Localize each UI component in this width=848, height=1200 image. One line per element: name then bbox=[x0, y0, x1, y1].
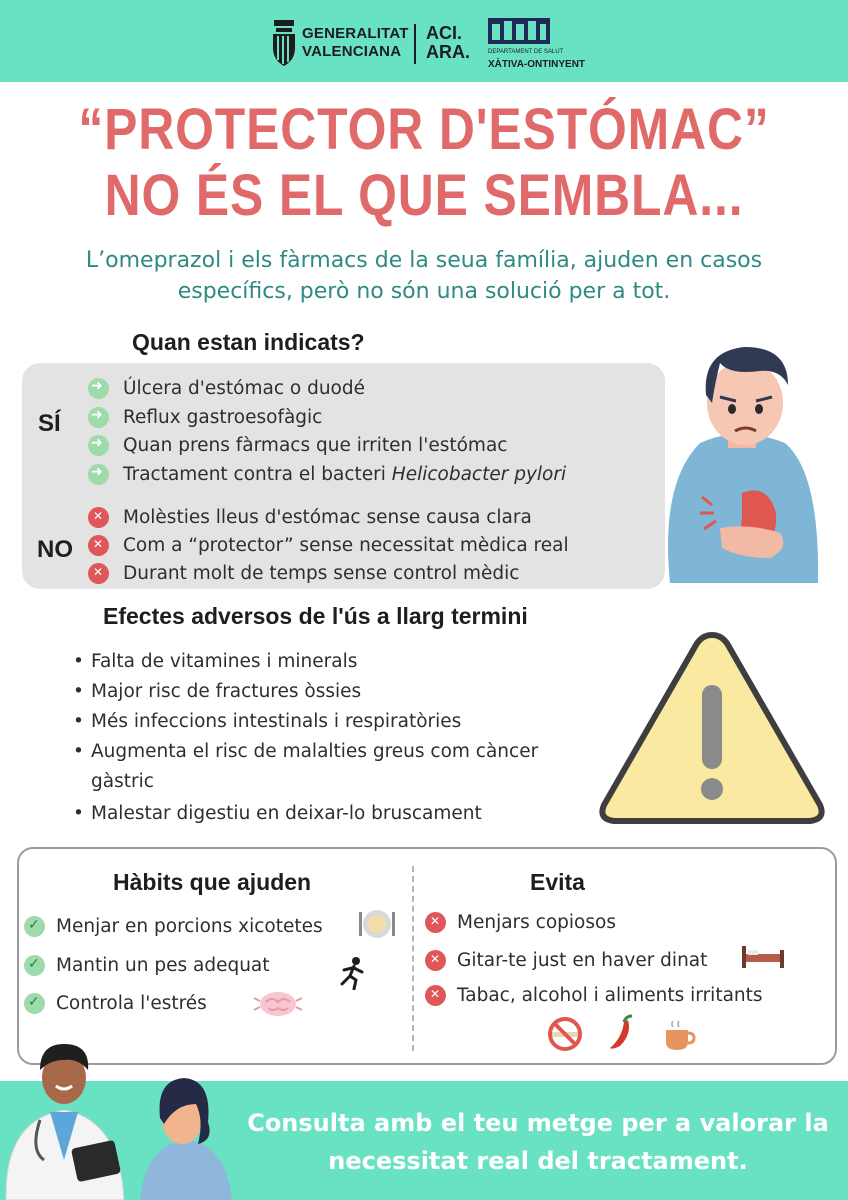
no-item bbox=[88, 560, 519, 586]
adverse-item bbox=[74, 737, 569, 797]
no-item-text: Com a “protector” sense necessitat mèdica real bbox=[123, 534, 569, 556]
adverse-item-text: • Falta de vitamines i minerals bbox=[91, 651, 358, 672]
arrow-right-icon bbox=[88, 435, 109, 456]
habit-item bbox=[24, 913, 323, 939]
no-item bbox=[88, 532, 569, 558]
habit-item bbox=[24, 990, 207, 1016]
adverse-item bbox=[74, 707, 574, 737]
yes-item-text: Quan prens fàrmacs que irriten l'estómac bbox=[123, 434, 508, 456]
yes-item-text: Reflux gastroesofàgic bbox=[123, 406, 323, 428]
adverse-item-text: • Augmenta el risc de malalties greus com càncer gàstric bbox=[91, 741, 539, 792]
campaign-logo bbox=[426, 24, 470, 62]
warning-triangle-icon bbox=[596, 627, 828, 827]
check-icon bbox=[24, 955, 45, 976]
doctor-illustration bbox=[6, 1044, 124, 1200]
adverse-item-text: • Major risc de fractures òssies bbox=[91, 681, 362, 702]
brain-icon bbox=[252, 988, 304, 1022]
title-line2: NO ÉS EL QUE SEMBLA... bbox=[104, 163, 744, 228]
x-circle-icon bbox=[425, 912, 446, 933]
avoid-item-text: Tabac, alcohol i aliments irritants bbox=[457, 984, 763, 1006]
org-name bbox=[302, 25, 409, 61]
no-item bbox=[88, 504, 532, 530]
building-logo-icon bbox=[488, 18, 550, 44]
page-title bbox=[59, 97, 788, 229]
yes-item-text bbox=[123, 464, 566, 485]
org-line2: VALENCIANA bbox=[302, 43, 402, 60]
bacteria-name: Helicobacter pylori bbox=[391, 463, 567, 485]
adverse-heading: Efectes adversos de l'ús a llarg termini bbox=[103, 603, 528, 629]
yes-item bbox=[88, 375, 365, 401]
habit-item-text: Mantin un pes adequat bbox=[56, 954, 270, 976]
yes-item bbox=[88, 432, 507, 458]
no-item-text: Molèsties lleus d'estómac sense causa clara bbox=[123, 506, 532, 528]
x-circle-icon bbox=[88, 535, 109, 556]
yes-label: SÍ bbox=[38, 410, 61, 437]
avoid-heading: Evita bbox=[530, 869, 585, 895]
check-icon bbox=[24, 993, 45, 1014]
adverse-item-text: • Malestar digestiu en deixar-lo bruscament bbox=[91, 803, 482, 824]
arrow-right-icon bbox=[88, 407, 109, 428]
avoid-item-text: Gitar-te just en haver dinat bbox=[457, 949, 708, 971]
divider bbox=[412, 866, 414, 1051]
adverse-item bbox=[74, 677, 574, 707]
x-circle-icon bbox=[425, 985, 446, 1006]
shield-logo-icon bbox=[270, 18, 298, 68]
avoid-item bbox=[425, 947, 707, 973]
dept-name: XÀTIVA-ONTINYENT bbox=[488, 59, 586, 70]
patient-illustration bbox=[140, 1078, 232, 1200]
footer-message: Consulta amb el teu metge per a valorar la necessitat real del tractament. bbox=[247, 1109, 829, 1175]
habit-item-text: Controla l'estrés bbox=[56, 992, 207, 1014]
x-circle-icon bbox=[88, 563, 109, 584]
page-subtitle: L’omeprazol i els fàrmacs de la seua família, ajuden en casos específics, però no són una solució per a tot. bbox=[85, 248, 763, 304]
yes-item bbox=[88, 461, 566, 487]
bed-icon bbox=[740, 940, 786, 970]
yes-item-text: Úlcera d'estómac o duodé bbox=[123, 377, 365, 399]
no-item-text: Durant molt de temps sense control mèdic bbox=[123, 562, 520, 584]
adverse-item bbox=[74, 799, 574, 829]
habits-heading: Hàbits que ajuden bbox=[113, 869, 312, 895]
arrow-right-icon bbox=[88, 464, 109, 485]
dept-subtitle: DEPARTAMENT DE SALUT bbox=[488, 49, 564, 55]
yes-item-4-prefix: Tractament contra el bacteri bbox=[123, 463, 386, 485]
campaign-line1: ACI. bbox=[426, 23, 462, 43]
chili-icon bbox=[606, 1014, 638, 1052]
habit-item bbox=[24, 952, 270, 978]
coffee-icon bbox=[662, 1018, 696, 1052]
doctor-patient-illustration bbox=[0, 1040, 240, 1200]
adverse-item bbox=[74, 647, 574, 677]
avoid-item bbox=[425, 909, 616, 935]
arrow-right-icon bbox=[88, 378, 109, 399]
indications-heading: Quan estan indicats? bbox=[132, 329, 365, 355]
adverse-item-text: • Més infeccions intestinals i respiratòries bbox=[91, 711, 462, 732]
no-smoking-icon bbox=[546, 1015, 584, 1053]
no-label: NO bbox=[37, 536, 73, 563]
x-circle-icon bbox=[88, 507, 109, 528]
habit-item-text: Menjar en porcions xicotetes bbox=[56, 915, 323, 937]
org-line1: GENERALITAT bbox=[302, 25, 409, 42]
header-bar bbox=[0, 0, 848, 82]
avoid-item bbox=[425, 982, 763, 1008]
title-line1: “PROTECTOR D'ESTÓMAC” bbox=[78, 97, 770, 162]
sick-man-illustration bbox=[660, 333, 825, 593]
x-circle-icon bbox=[425, 950, 446, 971]
avoid-item-text: Menjars copiosos bbox=[457, 911, 616, 933]
yes-item bbox=[88, 404, 322, 430]
running-icon bbox=[338, 956, 368, 990]
plate-icon bbox=[357, 907, 397, 941]
check-icon bbox=[24, 916, 45, 937]
header-separator bbox=[414, 24, 416, 64]
campaign-line2: ARA. bbox=[426, 42, 470, 62]
